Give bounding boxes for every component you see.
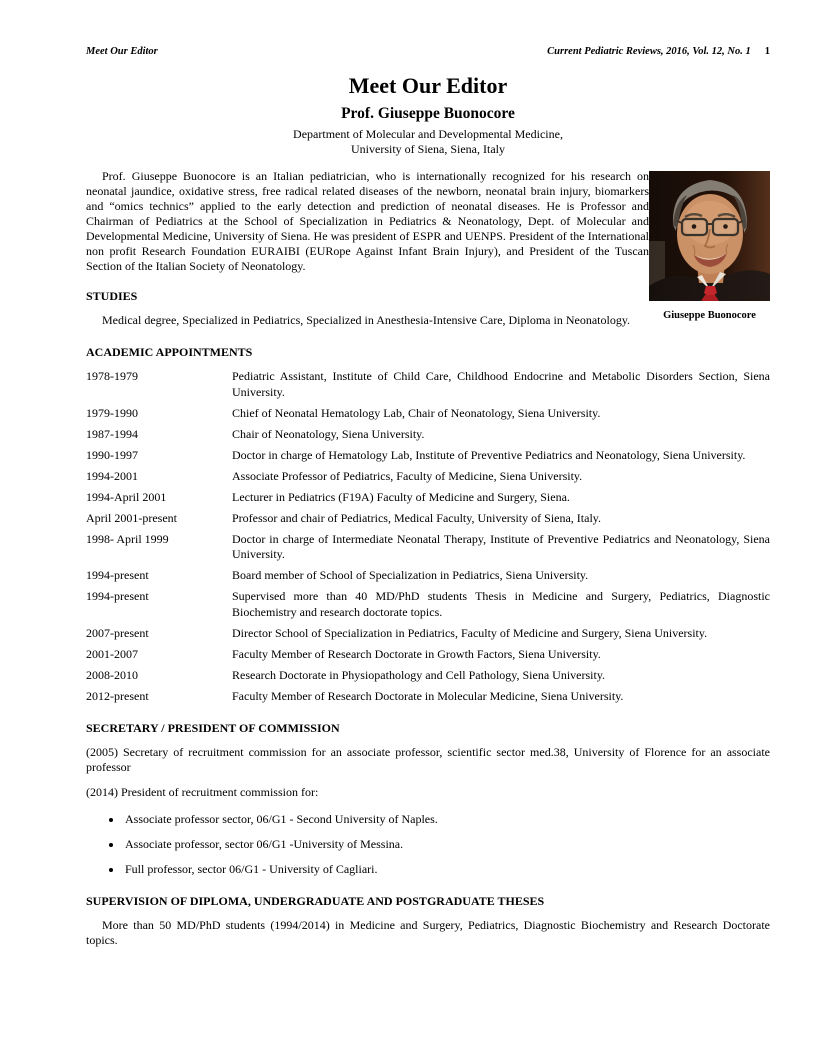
description-cell: Lecturer in Pediatrics (F19A) Faculty of Medicine and Surgery, Siena. — [232, 489, 570, 504]
appointment-row — [86, 668, 770, 684]
page-title: Meet Our Editor — [348, 73, 508, 98]
description-cell: Chief of Neonatal Hematology Lab, Chair of Neonatology, Siena University. — [232, 405, 601, 420]
commission-paragraph-2014: (2014) President of recruitment commission for: — [86, 785, 319, 799]
period-cell: 1994-present — [86, 568, 149, 582]
section-heading-studies: STUDIES — [86, 289, 138, 303]
page-number: 1 — [764, 46, 770, 57]
appointment-row — [86, 532, 770, 563]
description-cell: Pediatric Assistant, Institute of Child Care, Childhood Endocrine and Metabolic Disorders Section, Siena University. — [232, 369, 770, 399]
period-cell: 1994-2001 — [86, 468, 138, 483]
period-cell: 1994-April 2001 — [86, 489, 167, 504]
appointment-row — [86, 369, 770, 400]
bullet-item: • Associate professor, sector 06/G1 -University of Messina. — [123, 837, 770, 852]
period-cell: 1990-1997 — [86, 447, 138, 462]
period-cell: 1987-1994 — [86, 426, 138, 441]
bio-paragraph: Prof. Giuseppe Buonocore is an Italian pediatrician, who is internationally recognized for his research on neonatal jaundice, oxidative stress, free radical related diseases of the newborn, neonatal brain injury, biomarkers and “omics technics” applied to the early detection and prediction of neonatal diseases. He is Professor and Chairman of Pediatrics at the School of Specialization in Pediatrics & Neonatology, Dept. of Molecular and Developmental Medicine, University of Siena. He was president of ESPR and UENPS. President of the International non profit Research Foundation EURAIBI (EURope Against Infant Brain Injury), and President of the Tuscan Section of the Italian Society of Neonatology. — [86, 169, 649, 273]
editor-photo-figure — [649, 171, 770, 323]
appointment-row — [86, 626, 770, 642]
studies-text: Medical degree, Specialized in Pediatrics, Specialized in Anesthesia-Intensive Care, Diploma in Neonatology. — [102, 313, 631, 327]
editor-photo — [649, 171, 770, 301]
page-content — [86, 46, 770, 948]
bullet-item: • Associate professor sector, 06/G1 - Second University of Naples. — [123, 812, 770, 827]
bullet-item: • Full professor, sector 06/G1 - University of Cagliari. — [123, 862, 770, 877]
description-cell: Director School of Specialization in Pediatrics, Faculty of Medicine and Surgery, Siena University. — [232, 625, 708, 640]
appointments-table — [86, 369, 770, 704]
journal-citation: Current Pediatric Reviews, 2016, Vol. 12, No. 1 — [547, 46, 751, 57]
appointment-row — [86, 490, 770, 506]
appointment-row — [86, 689, 770, 705]
section-heading-supervision: SUPERVISION OF DIPLOMA, UNDERGRADUATE AND POSTGRADUATE THESES — [86, 894, 545, 908]
description-cell: Supervised more than 40 MD/PhD students Thesis in Medicine and Surgery, Pediatrics, Diagnostic Biochemistry and research doctorate topics. — [232, 589, 770, 619]
appointment-row — [86, 568, 770, 584]
running-head — [86, 46, 770, 57]
description-cell: Board member of School of Specialization in Pediatrics, Siena University. — [232, 568, 589, 582]
description-cell: Faculty Member of Research Doctorate in Growth Factors, Siena University. — [232, 646, 601, 661]
running-head-left: Meet Our Editor — [86, 46, 158, 57]
appointment-row — [86, 448, 770, 464]
section-heading-academic-appointments: ACADEMIC APPOINTMENTS — [86, 345, 253, 359]
description-cell: Associate Professor of Pediatrics, Faculty of Medicine, Siena University. — [232, 468, 583, 483]
appointment-row — [86, 511, 770, 527]
description-cell: Chair of Neonatology, Siena University. — [232, 426, 425, 441]
bio-block — [86, 169, 770, 328]
period-cell: 1998- April 1999 — [86, 531, 169, 546]
description-cell: Doctor in charge of Intermediate Neonatal Therapy, Institute of Preventive Pediatrics and Neonatology, Siena University. — [232, 531, 770, 561]
description-cell: Doctor in charge of Hematology Lab, Institute of Preventive Pediatrics and Neonatology, Siena University. — [232, 447, 746, 462]
affiliation-line-1: Department of Molecular and Developmental Medicine, — [293, 127, 563, 141]
photo-caption: Giuseppe Buonocore — [663, 310, 756, 321]
appointment-row — [86, 647, 770, 663]
supervision-text: More than 50 MD/PhD students (1994/2014) in Medicine and Surgery, Pediatrics, Diagnostic Biochemistry and Research Doctorate topics. — [86, 918, 770, 947]
description-cell: Research Doctorate in Physiopathology and Cell Pathology, Siena University. — [232, 667, 606, 682]
period-cell: 1994-present — [86, 589, 149, 603]
appointment-row — [86, 406, 770, 422]
appointment-row — [86, 427, 770, 443]
period-cell: April 2001-present — [86, 510, 177, 525]
period-cell: 2007-present — [86, 625, 149, 640]
period-cell: 1979-1990 — [86, 405, 138, 420]
appointment-row — [86, 589, 770, 620]
editor-name: Prof. Giuseppe Buonocore — [341, 105, 515, 122]
affiliation-line-2: University of Siena, Siena, Italy — [351, 142, 505, 156]
period-cell: 2001-2007 — [86, 646, 138, 661]
commission-paragraph-2005: (2005) Secretary of recruitment commission for an associate professor, scientific sector med.38, University of Florence for an associate professor — [86, 745, 770, 774]
section-heading-commission: SECRETARY / PRESIDENT OF COMMISSION — [86, 721, 340, 735]
description-cell: Professor and chair of Pediatrics, Medical Faculty, University of Siena, Italy. — [232, 510, 602, 525]
period-cell: 2008-2010 — [86, 667, 138, 682]
commission-bullet-list — [86, 812, 770, 877]
period-cell: 1978-1979 — [86, 369, 138, 383]
period-cell: 2012-present — [86, 688, 149, 703]
description-cell: Faculty Member of Research Doctorate in Molecular Medicine, Siena University. — [232, 688, 624, 703]
appointment-row — [86, 469, 770, 485]
running-head-right — [547, 46, 770, 57]
